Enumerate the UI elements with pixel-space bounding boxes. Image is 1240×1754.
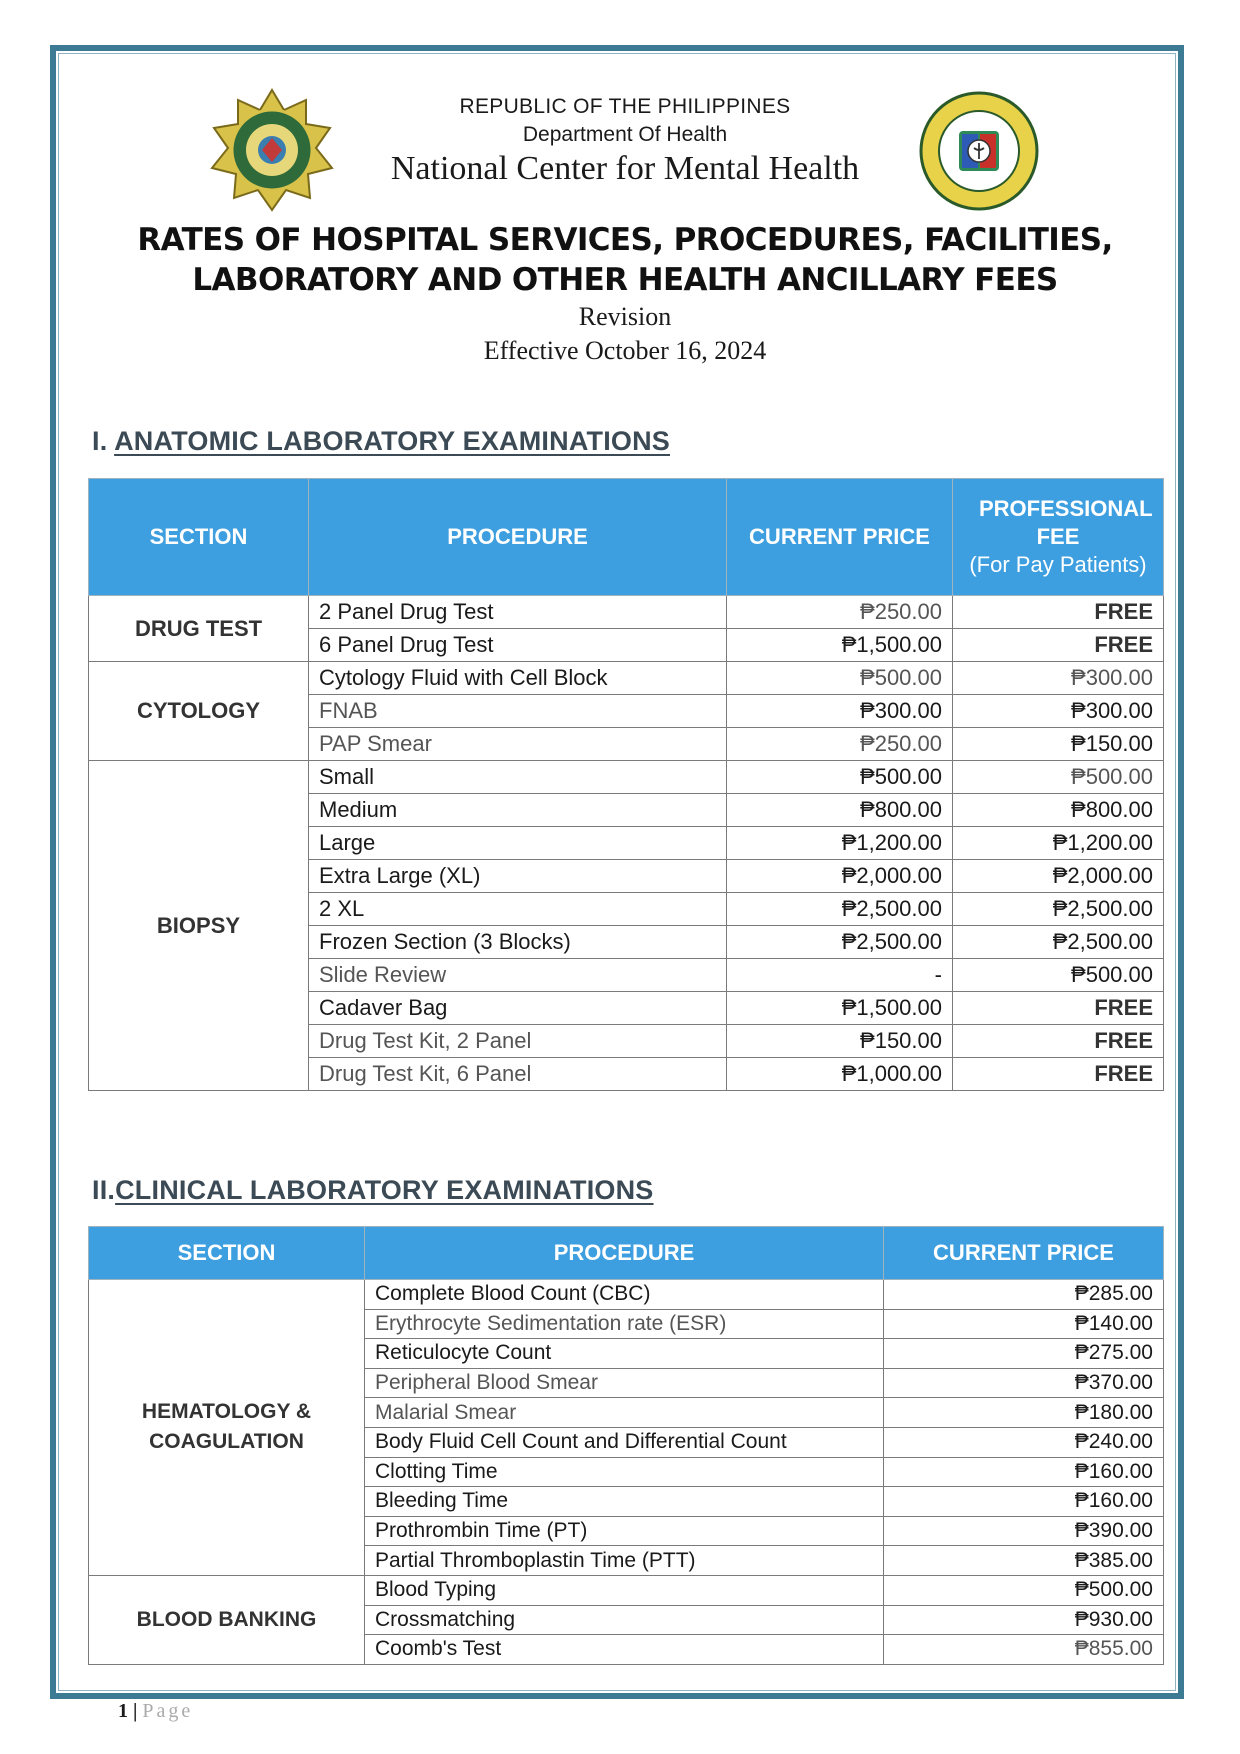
section-1-title: ANATOMIC LABORATORY EXAMINATIONS [114,426,671,456]
fee-cell: ₱500.00 [953,959,1164,992]
section-1-heading [92,426,670,457]
price-cell: ₱1,200.00 [727,827,953,860]
price-cell: ₱180.00 [884,1398,1164,1428]
procedure-cell: Blood Typing [365,1575,884,1605]
table-header-row [89,1227,1164,1280]
procedure-cell: Complete Blood Count (CBC) [365,1280,884,1310]
price-cell: ₱1,000.00 [727,1058,953,1091]
col-section: SECTION [89,479,309,596]
procedure-cell: Malarial Smear [365,1398,884,1428]
department-heading: Department Of Health [522,123,728,146]
price-cell: ₱250.00 [727,728,953,761]
procedure-cell: Drug Test Kit, 2 Panel [309,1025,727,1058]
group-cytology: CYTOLOGY [89,662,309,761]
fee-cell: ₱2,500.00 [953,893,1164,926]
table-row [89,1280,1164,1310]
procedure-cell: Small [309,761,727,794]
procedure-cell: Cadaver Bag [309,992,727,1025]
clinical-lab-table [88,1226,1164,1665]
col-professional-fee-label: PROFESSIONAL FEE [979,496,1153,549]
page-number: 1 [118,1700,128,1722]
col-current-price: CURRENT PRICE [884,1227,1164,1280]
group-drug-test: DRUG TEST [89,596,309,662]
fee-cell: FREE [953,1025,1164,1058]
title-line-1: RATES OF HOSPITAL SERVICES, PROCEDURES, FACILITIES, [137,222,1113,258]
col-pay-patients-label: (For Pay Patients) [969,552,1147,577]
procedure-cell: Crossmatching [365,1605,884,1635]
procedure-cell: Cytology Fluid with Cell Block [309,662,727,695]
revision-label: Revision [578,302,672,331]
fee-cell: ₱2,000.00 [953,860,1164,893]
price-cell: ₱2,000.00 [727,860,953,893]
center-heading: National Center for Mental Health [390,150,860,187]
procedure-cell: Drug Test Kit, 6 Panel [309,1058,727,1091]
page-separator: | [133,1700,138,1722]
fee-cell: ₱300.00 [953,695,1164,728]
procedure-cell: Peripheral Blood Smear [365,1368,884,1398]
procedure-cell: 2 Panel Drug Test [309,596,727,629]
procedure-cell: Partial Thromboplastin Time (PTT) [365,1546,884,1576]
title-line-2: LABORATORY AND OTHER HEALTH ANCILLARY FEES [192,262,1058,298]
section-1-number: I. [92,426,108,456]
price-cell: ₱240.00 [884,1427,1164,1457]
price-cell: ₱2,500.00 [727,893,953,926]
price-cell: ₱390.00 [884,1516,1164,1546]
section-2-title: CLINICAL LABORATORY EXAMINATIONS [115,1175,654,1205]
procedure-cell: 2 XL [309,893,727,926]
group-blood-banking: BLOOD BANKING [89,1575,365,1664]
procedure-cell: Prothrombin Time (PT) [365,1516,884,1546]
price-cell: ₱285.00 [884,1280,1164,1310]
price-cell: ₱160.00 [884,1487,1164,1517]
fee-cell: FREE [953,596,1164,629]
section-2-number: II. [92,1175,116,1205]
procedure-cell: Clotting Time [365,1457,884,1487]
fee-cell: ₱300.00 [953,662,1164,695]
price-cell: - [727,959,953,992]
price-cell: ₱930.00 [884,1605,1164,1635]
price-cell: ₱1,500.00 [727,629,953,662]
price-cell: ₱2,500.00 [727,926,953,959]
price-cell: ₱1,500.00 [727,992,953,1025]
procedure-cell: 6 Panel Drug Test [309,629,727,662]
table-header-row [89,479,1164,596]
anatomic-lab-table [88,478,1164,1091]
procedure-cell: FNAB [309,695,727,728]
document-title [0,220,1240,300]
price-cell: ₱275.00 [884,1339,1164,1369]
group-biopsy: BIOPSY [89,761,309,1091]
procedure-cell: Medium [309,794,727,827]
col-procedure: PROCEDURE [309,479,727,596]
price-cell: ₱150.00 [727,1025,953,1058]
page-footer [118,1700,193,1723]
col-section: SECTION [89,1227,365,1280]
procedure-cell: Large [309,827,727,860]
fee-cell: ₱1,200.00 [953,827,1164,860]
group-name-line-2: COAGULATION [149,1430,304,1454]
procedure-cell: Coomb's Test [365,1635,884,1665]
page-label: Page [142,1700,194,1722]
procedure-cell: Bleeding Time [365,1487,884,1517]
republic-heading: REPUBLIC OF THE PHILIPPINES [459,95,791,118]
procedure-cell: Slide Review [309,959,727,992]
price-cell: ₱500.00 [884,1575,1164,1605]
price-cell: ₱160.00 [884,1457,1164,1487]
price-cell: ₱140.00 [884,1309,1164,1339]
table-row [89,662,1164,695]
section-2-heading [92,1175,654,1206]
price-cell: ₱800.00 [727,794,953,827]
fee-cell: FREE [953,992,1164,1025]
fee-cell: ₱2,500.00 [953,926,1164,959]
fee-cell: ₱500.00 [953,761,1164,794]
procedure-cell: Erythrocyte Sedimentation rate (ESR) [365,1309,884,1339]
fee-cell: ₱150.00 [953,728,1164,761]
fee-cell: FREE [953,1058,1164,1091]
col-current-price: CURRENT PRICE [727,479,953,596]
procedure-cell: Body Fluid Cell Count and Differential Count [365,1427,884,1457]
fee-cell: ₱800.00 [953,794,1164,827]
effective-date: Effective October 16, 2024 [483,336,767,365]
table-row [89,596,1164,629]
table-row [89,1575,1164,1605]
procedure-cell: PAP Smear [309,728,727,761]
col-professional-fee [953,479,1164,596]
procedure-cell: Frozen Section (3 Blocks) [309,926,727,959]
price-cell: ₱385.00 [884,1546,1164,1576]
procedure-cell: Reticulocyte Count [365,1339,884,1369]
fee-cell: FREE [953,629,1164,662]
price-cell: ₱500.00 [727,662,953,695]
group-name-line-1: HEMATOLOGY & [141,1400,312,1424]
col-procedure: PROCEDURE [365,1227,884,1280]
price-cell: ₱370.00 [884,1368,1164,1398]
price-cell: ₱500.00 [727,761,953,794]
procedure-cell: Extra Large (XL) [309,860,727,893]
price-cell: ₱855.00 [884,1635,1164,1665]
group-hematology-coagulation [89,1280,365,1576]
price-cell: ₱250.00 [727,596,953,629]
table-row [89,761,1164,794]
price-cell: ₱300.00 [727,695,953,728]
